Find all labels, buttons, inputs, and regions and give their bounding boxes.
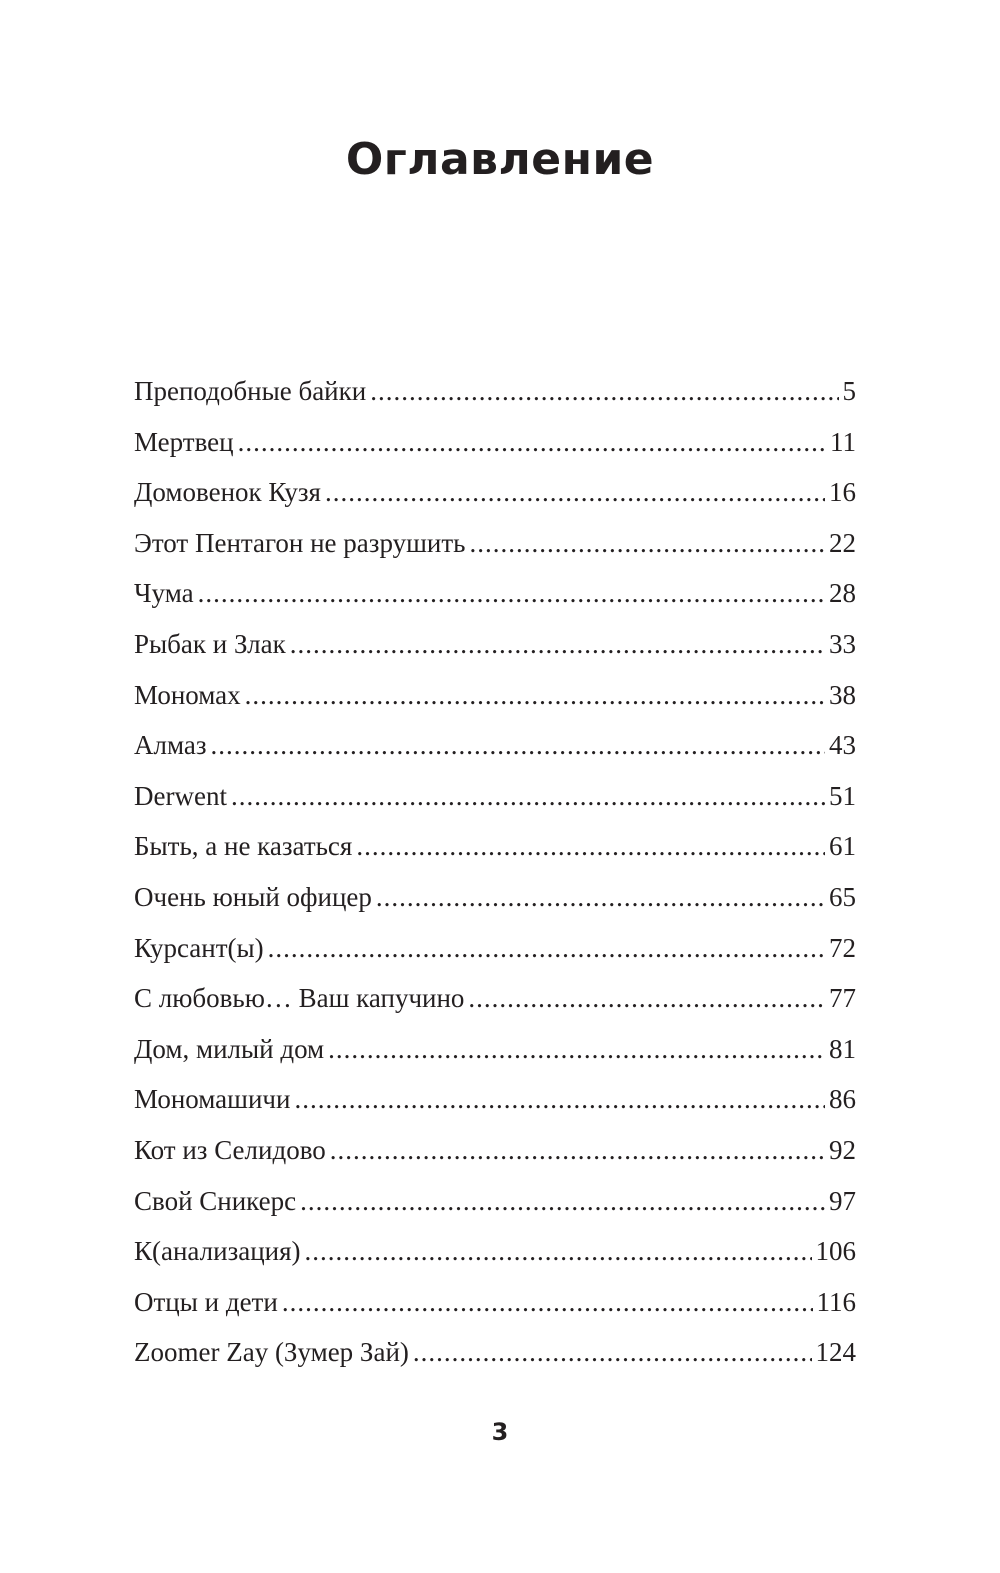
toc-entry[interactable] xyxy=(134,670,856,721)
toc-entry-page: 43 xyxy=(829,730,856,761)
toc-entry-title: Кот из Селидово xyxy=(134,1134,326,1165)
toc-entry-page: 33 xyxy=(829,628,856,659)
page-title: Оглавление xyxy=(345,134,655,185)
toc-entry[interactable] xyxy=(134,821,856,872)
toc-entry-title: Мономах xyxy=(134,679,241,710)
toc-entry[interactable] xyxy=(134,923,856,974)
toc-entry-title: Курсант(ы) xyxy=(134,932,264,963)
toc-entry[interactable] xyxy=(134,568,856,619)
dot-leader xyxy=(211,720,825,771)
toc-entry-title: Чума xyxy=(134,578,194,609)
toc-entry-page: 72 xyxy=(829,932,856,963)
toc-entry-title: К(анализация) xyxy=(134,1236,301,1267)
toc-entry-title: Рыбак и Злак xyxy=(134,628,286,659)
toc-entry-page: 11 xyxy=(830,426,856,457)
toc-entry-page: 124 xyxy=(815,1337,856,1368)
toc-entry-title: С любовью… Ваш капучино xyxy=(134,983,465,1014)
dot-leader xyxy=(300,1176,825,1227)
toc-entry-title: Очень юный офицер xyxy=(134,881,372,912)
toc-entry-title: Мертвец xyxy=(134,426,234,457)
toc-entry-title: Свой Сникерс xyxy=(134,1185,297,1216)
dot-leader xyxy=(413,1327,812,1378)
toc-entry-title: Домовенок Кузя xyxy=(134,477,321,508)
toc-entry[interactable] xyxy=(134,518,856,569)
toc-entry-title: Zoomer Zay (Зумер Зай) xyxy=(134,1337,409,1368)
toc-entry-page: 77 xyxy=(829,983,856,1014)
toc-entry[interactable] xyxy=(134,366,856,417)
toc-entry[interactable] xyxy=(134,1074,856,1125)
toc-entry-title: Отцы и дети xyxy=(134,1286,278,1317)
toc-entry[interactable] xyxy=(134,872,856,923)
toc-entry-page: 92 xyxy=(829,1134,856,1165)
dot-leader xyxy=(282,1277,813,1328)
toc-entry-page: 5 xyxy=(842,376,856,406)
toc-entry-page: 81 xyxy=(829,1033,856,1064)
toc-entry-title: Быть, а не казаться xyxy=(134,831,353,862)
page-number: 3 xyxy=(491,1418,509,1446)
toc-entry-title: Derwent xyxy=(134,780,227,811)
toc-entry-page: 65 xyxy=(829,881,856,912)
dot-leader xyxy=(469,518,825,569)
dot-leader xyxy=(245,670,825,721)
toc-entry[interactable] xyxy=(134,619,856,670)
dot-leader xyxy=(328,1024,825,1075)
toc-entry[interactable] xyxy=(134,1277,856,1328)
toc-entry[interactable] xyxy=(134,973,856,1024)
dot-leader xyxy=(294,1074,825,1125)
toc-entry[interactable] xyxy=(134,771,856,822)
toc-entry[interactable] xyxy=(134,1176,856,1227)
toc-entry-title: Дом, милый дом xyxy=(134,1033,325,1064)
toc-entry-page: 61 xyxy=(829,831,856,862)
dot-leader xyxy=(238,417,826,468)
toc-entry[interactable] xyxy=(134,467,856,518)
dot-leader xyxy=(370,366,838,417)
toc-entry[interactable] xyxy=(134,417,856,468)
toc-entry[interactable] xyxy=(134,1125,856,1176)
dot-leader xyxy=(305,1226,812,1277)
toc-entry-page: 16 xyxy=(829,477,856,508)
dot-leader xyxy=(290,619,825,670)
toc-entry-title: Этот Пентагон не разрушить xyxy=(134,527,466,558)
toc-entry-page: 116 xyxy=(816,1286,856,1317)
dot-leader xyxy=(356,821,825,872)
dot-leader xyxy=(231,771,825,822)
toc-entry-page: 86 xyxy=(829,1084,856,1115)
dot-leader xyxy=(198,568,825,619)
dot-leader xyxy=(330,1125,825,1176)
toc-entry-page: 28 xyxy=(829,578,856,609)
toc-entry[interactable] xyxy=(134,1024,856,1075)
toc-entry[interactable] xyxy=(134,1226,856,1277)
toc-entry-page: 97 xyxy=(829,1185,856,1216)
dot-leader xyxy=(468,973,825,1024)
toc-entry-title: Мономашичи xyxy=(134,1084,291,1115)
toc-entry[interactable] xyxy=(134,720,856,771)
toc-entry-page: 106 xyxy=(815,1236,856,1267)
dot-leader xyxy=(376,872,825,923)
toc-entry-page: 51 xyxy=(829,780,856,811)
dot-leader xyxy=(268,923,825,974)
toc-entry-page: 38 xyxy=(829,679,856,710)
toc-entry-title: Алмаз xyxy=(134,730,207,761)
dot-leader xyxy=(325,467,825,518)
toc-entry-page: 22 xyxy=(829,527,856,558)
table-of-contents xyxy=(134,366,856,1378)
toc-entry-title: Преподобные байки xyxy=(134,376,367,406)
toc-entry[interactable] xyxy=(134,1327,856,1378)
